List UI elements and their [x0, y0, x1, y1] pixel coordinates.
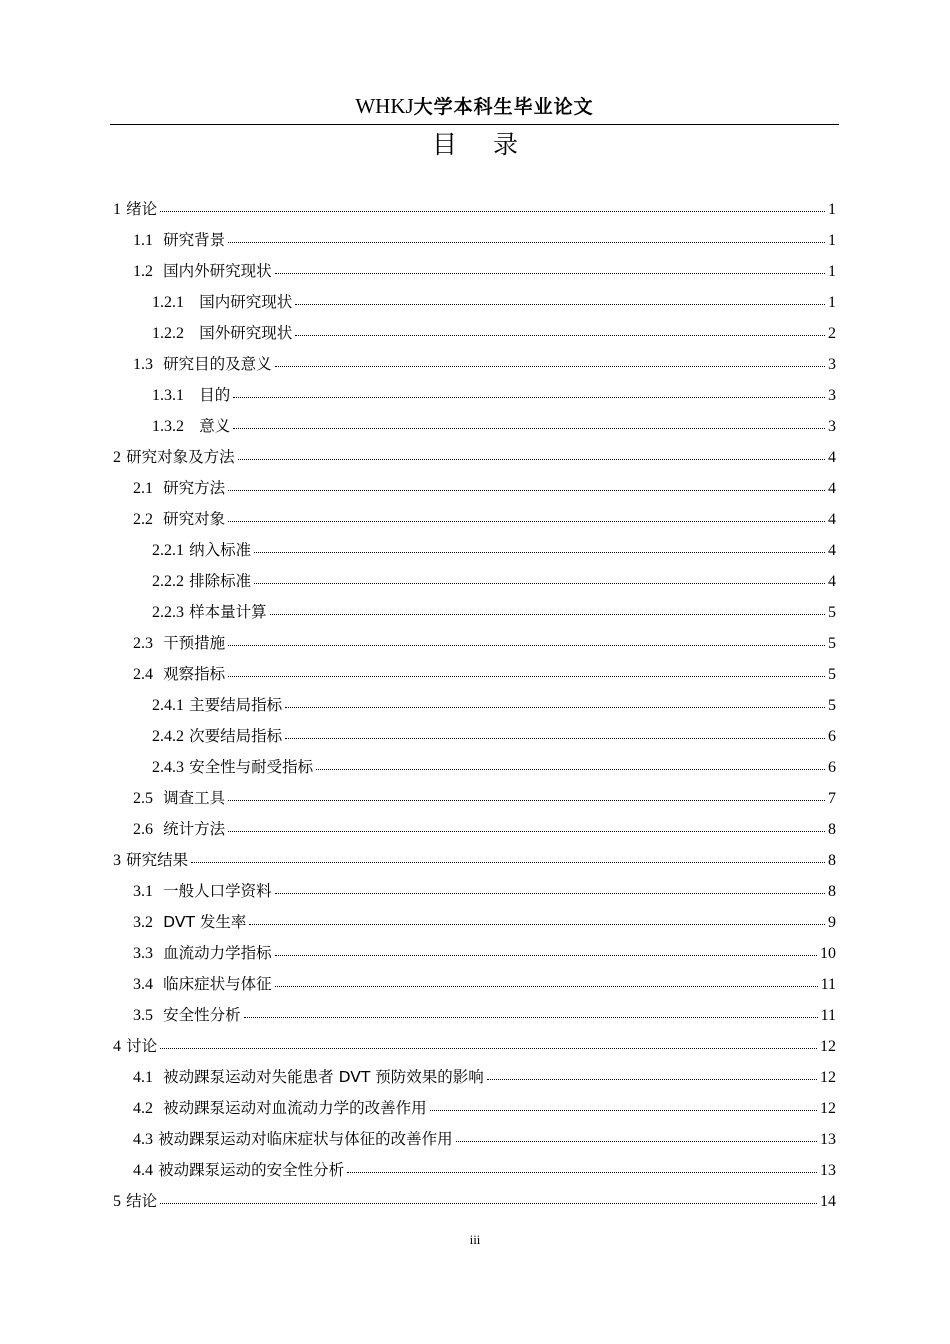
toc-entry-title: 研究对象: [163, 510, 226, 528]
toc-entry[interactable]: [133, 1123, 836, 1154]
toc-entry-separator: [153, 503, 163, 534]
toc-entry-title: 临床症状与体征: [163, 975, 272, 993]
toc-entry[interactable]: [152, 317, 836, 348]
toc-entry-page: 11: [820, 1007, 836, 1024]
toc-dot-leader: [347, 1170, 817, 1173]
toc-entry-page: 8: [828, 883, 836, 900]
toc-entry[interactable]: [133, 658, 836, 689]
toc-entry-number: 3.4: [133, 976, 153, 993]
toc-entry-separator: [184, 286, 199, 317]
running-header: [110, 92, 839, 121]
toc-entry-number: 1.2.1: [152, 294, 184, 311]
toc-entry[interactable]: [152, 534, 836, 565]
toc-entry-number: 4.2: [133, 1100, 153, 1117]
toc-entry[interactable]: [152, 720, 836, 751]
toc-entry-title: 排除标准: [189, 572, 252, 590]
toc-entry-title: 研究方法: [163, 479, 226, 497]
toc-dot-leader: [228, 674, 825, 677]
toc-entry-number: 4.4: [133, 1162, 153, 1179]
toc-entry-page: 13: [820, 1131, 836, 1148]
toc-dot-leader: [295, 333, 825, 336]
toc-entry-page: 6: [828, 759, 836, 776]
toc-entry[interactable]: [133, 503, 836, 534]
toc-entry[interactable]: [113, 1185, 836, 1216]
toc-dot-leader: [456, 1139, 817, 1142]
toc-entry-title: 结论: [126, 1192, 158, 1210]
toc-entry-title: 血流动力学指标: [163, 944, 272, 962]
toc-entry-page: 4: [828, 511, 836, 528]
toc-entry-page: 4: [828, 573, 836, 590]
toc-dot-leader: [160, 209, 825, 212]
toc-dot-leader: [430, 1108, 817, 1111]
toc-entry-separator: [153, 348, 163, 379]
toc-entry-title: 讨论: [126, 1037, 158, 1055]
toc-entry-number: 2.4.1: [152, 697, 184, 714]
toc-entry-title: 一般人口学资料: [163, 882, 272, 900]
toc-entry-separator: [153, 472, 163, 503]
toc-dot-leader: [228, 240, 825, 243]
toc-entry-title: DVT 发生率: [163, 913, 247, 931]
toc-entry[interactable]: [152, 286, 836, 317]
toc-entry-number: 2.6: [133, 821, 153, 838]
toc-entry-title: 次要结局指标: [189, 727, 283, 745]
toc-entry-separator: [153, 968, 163, 999]
toc-entry-separator: [153, 937, 163, 968]
toc-entry-page: 3: [828, 387, 836, 404]
toc-entry-page: 2: [828, 325, 836, 342]
toc-entry[interactable]: [152, 565, 836, 596]
toc-entry-number: 1.3: [133, 356, 153, 373]
toc-dot-leader: [249, 922, 825, 925]
toc-entry-page: 5: [828, 604, 836, 621]
toc-entry-number: 2.4: [133, 666, 153, 683]
toc-entry-title: 国外研究现状: [199, 324, 293, 342]
toc-entry-title: 研究对象及方法: [126, 448, 235, 466]
toc-entry-page: 4: [828, 480, 836, 497]
toc-entry-separator: [153, 906, 163, 937]
toc-entry-number: 2.3: [133, 635, 153, 652]
toc-dot-leader: [228, 519, 825, 522]
toc-entry-title: 被动踝泵运动对血流动力学的改善作用: [163, 1099, 427, 1117]
toc-title: 目 录: [432, 130, 532, 159]
toc-entry-page: 6: [828, 728, 836, 745]
toc-entry-number: 3.3: [133, 945, 153, 962]
toc-entry-page: 8: [828, 821, 836, 838]
toc-entry-title: 被动踝泵运动对临床症状与体征的改善作用: [158, 1130, 453, 1148]
toc-entry-title: 被动踝泵运动对失能患者 DVT 预防效果的影响: [163, 1068, 484, 1086]
toc-entry-page: 7: [828, 790, 836, 807]
toc-dot-leader: [238, 457, 825, 460]
toc-dot-leader: [228, 829, 825, 832]
header-latin: WHKJ: [355, 94, 414, 118]
toc-entry-number: 2.5: [133, 790, 153, 807]
toc-entry-title: 研究背景: [163, 231, 226, 249]
toc-entry[interactable]: [113, 1030, 836, 1061]
toc-entry-page: 1: [828, 263, 836, 280]
toc-entry-title: 被动踝泵运动的安全性分析: [158, 1161, 345, 1179]
toc-entry-number: 2.1: [133, 480, 153, 497]
toc-entry[interactable]: [133, 1061, 836, 1092]
toc-entry-separator: [153, 1061, 163, 1092]
toc-entry-page: 13: [820, 1162, 836, 1179]
toc-entry-page: 12: [820, 1100, 836, 1117]
toc-entry-page: 12: [820, 1038, 836, 1055]
toc-entry-page: 4: [828, 542, 836, 559]
toc-entry[interactable]: [113, 441, 836, 472]
toc-dot-leader: [160, 1046, 817, 1049]
toc-entry-page: 9: [828, 914, 836, 931]
toc-entry-number: 1.1: [133, 232, 153, 249]
toc-entry-separator: [153, 999, 163, 1030]
toc-entry-title: 研究结果: [126, 851, 189, 869]
toc-entry-number: 5: [113, 1193, 121, 1210]
toc-entry-number: 2.2.3: [152, 604, 184, 621]
toc-entry-number: 1.3.2: [152, 418, 184, 435]
toc-dot-leader: [160, 1201, 817, 1204]
toc-entry-separator: [153, 782, 163, 813]
toc-dot-leader: [233, 395, 825, 398]
toc-entry[interactable]: [152, 410, 836, 441]
toc-entry-title: 国内外研究现状: [163, 262, 272, 280]
toc-entry[interactable]: [133, 968, 836, 999]
toc-entry[interactable]: [133, 875, 836, 906]
toc-entry-separator: [153, 658, 163, 689]
toc-entry-title: 研究目的及意义: [163, 355, 272, 373]
toc-entry-number: 1.2.2: [152, 325, 184, 342]
toc-entry[interactable]: [152, 751, 836, 782]
toc-entry[interactable]: [133, 1092, 836, 1123]
toc-entry-page: 4: [828, 449, 836, 466]
toc-entry-number: 4.3: [133, 1131, 153, 1148]
toc-dot-leader: [254, 550, 825, 553]
toc-dot-leader: [275, 364, 825, 367]
toc-dot-leader: [275, 891, 825, 894]
toc-entry-number: 2.4.3: [152, 759, 184, 776]
toc-dot-leader: [285, 705, 825, 708]
toc-entry[interactable]: [152, 379, 836, 410]
toc-entry[interactable]: [133, 782, 836, 813]
toc-entry-page: 5: [828, 697, 836, 714]
toc-entry[interactable]: [133, 627, 836, 658]
toc-entry-number: 3.5: [133, 1007, 153, 1024]
toc-dot-leader: [275, 271, 825, 274]
toc-entry-page: 3: [828, 356, 836, 373]
toc-entry-number: 3.2: [133, 914, 153, 931]
toc-dot-leader: [244, 1015, 818, 1018]
toc-entry-separator: [184, 317, 199, 348]
toc-entry-separator: [153, 875, 163, 906]
toc-entry[interactable]: [152, 689, 836, 720]
toc-entry-title: 安全性分析: [163, 1006, 241, 1024]
toc-dot-leader: [228, 488, 825, 491]
toc-entry-page: 1: [828, 294, 836, 311]
toc-entry-separator: [184, 379, 199, 410]
toc-dot-leader: [295, 302, 825, 305]
toc-entry-page: 1: [828, 201, 836, 218]
toc-entry-title: 调查工具: [163, 789, 226, 807]
toc-entry-title: 目的: [199, 386, 231, 404]
toc-entry-title: 主要结局指标: [189, 696, 283, 714]
toc-entry[interactable]: [152, 596, 836, 627]
toc-entry-page: 12: [820, 1069, 836, 1086]
toc-entry-title: 国内研究现状: [199, 293, 293, 311]
toc-entry-number: 2.2: [133, 511, 153, 528]
toc-entry[interactable]: [133, 255, 836, 286]
toc-entry-number: 2.2.2: [152, 573, 184, 590]
toc-entry[interactable]: [133, 1154, 836, 1185]
toc-entry-title: 纳入标准: [189, 541, 252, 559]
toc-dot-leader: [270, 612, 825, 615]
toc-entry[interactable]: [133, 999, 836, 1030]
toc-entry-title: 观察指标: [163, 665, 226, 683]
toc-entry[interactable]: [133, 813, 836, 844]
toc-entry-separator: [153, 627, 163, 658]
toc-entry-title: 意义: [199, 417, 231, 435]
toc-entry-number: 4.1: [133, 1069, 153, 1086]
toc-entry-number: 1.2: [133, 263, 153, 280]
header-rule: [110, 124, 839, 125]
toc-entry-separator: [184, 410, 199, 441]
toc-entry[interactable]: [133, 472, 836, 503]
toc-entry-separator: [153, 1092, 163, 1123]
toc-entry-number: 2: [113, 449, 121, 466]
toc-entry-number: 1: [113, 201, 121, 218]
toc-dot-leader: [487, 1077, 817, 1080]
toc-entry[interactable]: [113, 844, 836, 875]
toc-entry-page: 8: [828, 852, 836, 869]
toc-entry-title: 绪论: [126, 200, 158, 218]
toc-entry-number: 3.1: [133, 883, 153, 900]
toc-entry-page: 14: [820, 1193, 836, 1210]
toc-entry-number: 1.3.1: [152, 387, 184, 404]
toc-dot-leader: [285, 736, 825, 739]
toc-entry-title: 样本量计算: [189, 603, 267, 621]
toc-entry-title: 统计方法: [163, 820, 226, 838]
toc-entry-separator: [153, 813, 163, 844]
toc-dot-leader: [233, 426, 825, 429]
toc-entry-page: 3: [828, 418, 836, 435]
toc-dot-leader: [275, 984, 818, 987]
toc-dot-leader: [228, 798, 825, 801]
toc-entry-separator: [153, 224, 163, 255]
toc-entry-separator: [153, 255, 163, 286]
page-number: iii: [469, 1232, 481, 1247]
toc-entry-number: 2.2.1: [152, 542, 184, 559]
toc-entry[interactable]: [133, 348, 836, 379]
toc-entry-number: 4: [113, 1038, 121, 1055]
toc-dot-leader: [254, 581, 825, 584]
toc-entry-number: 2.4.2: [152, 728, 184, 745]
toc-dot-leader: [191, 860, 825, 863]
toc-entry-title: 干预措施: [163, 634, 226, 652]
header-cjk: 大学本科生毕业论文: [413, 96, 594, 118]
toc-entry-page: 1: [828, 232, 836, 249]
toc-entry-page: 10: [820, 945, 836, 962]
toc-dot-leader: [228, 643, 825, 646]
toc-entry-number: 3: [113, 852, 121, 869]
toc-entry-page: 11: [820, 976, 836, 993]
toc-entry[interactable]: [133, 224, 836, 255]
toc-entry[interactable]: [133, 937, 836, 968]
toc-entry-title: 安全性与耐受指标: [189, 758, 314, 776]
toc-dot-leader: [275, 953, 817, 956]
toc-entry[interactable]: [133, 906, 836, 937]
toc-entry-page: 5: [828, 635, 836, 652]
toc-entry-page: 5: [828, 666, 836, 683]
toc-dot-leader: [316, 767, 825, 770]
toc-entry[interactable]: [113, 193, 836, 224]
